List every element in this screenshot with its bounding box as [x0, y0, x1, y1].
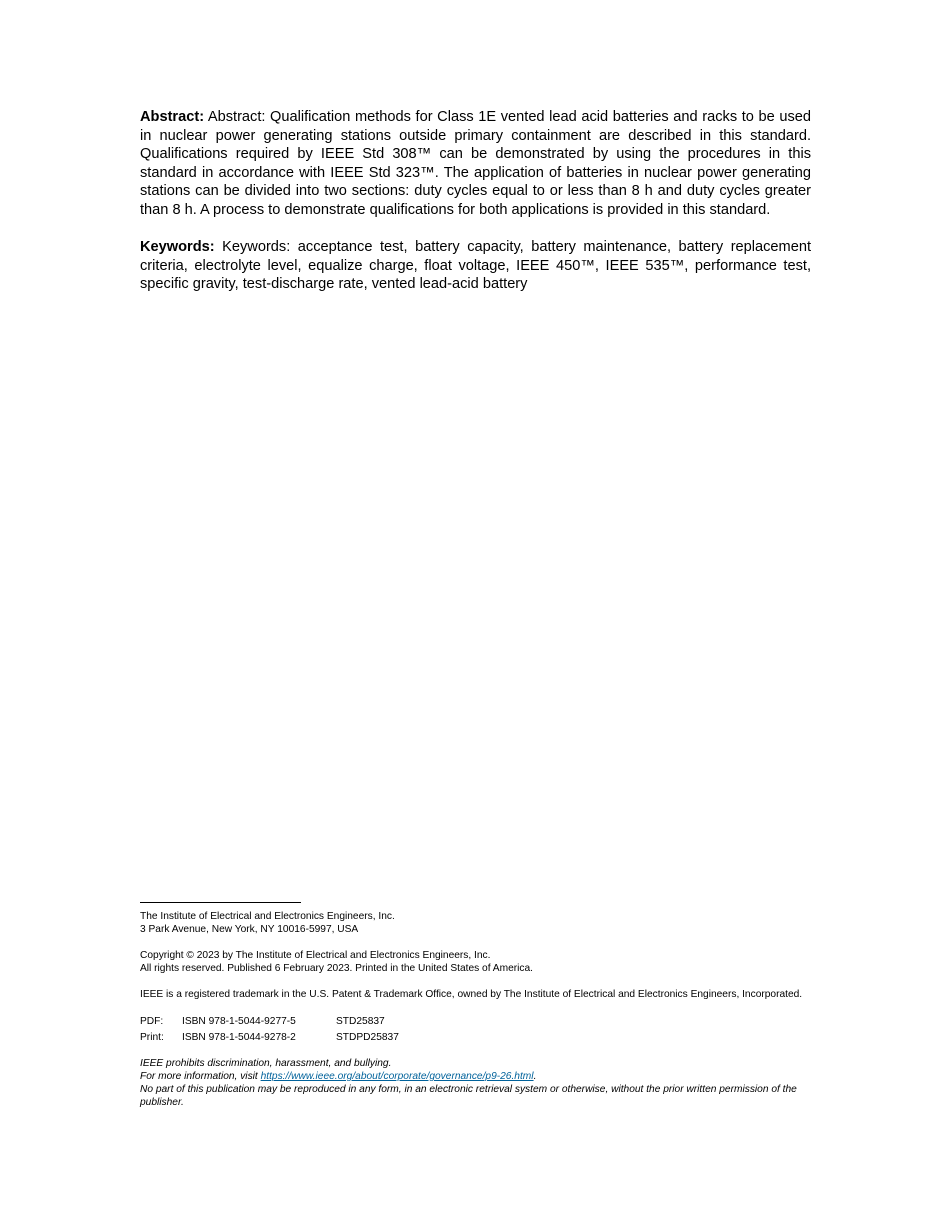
isbn-table [140, 1014, 812, 1046]
info-suffix: . [533, 1071, 537, 1082]
keywords-paragraph [140, 238, 811, 294]
reproduction-notice: No part of this publication may be reproduced in any form, in an electronic retrieval system or otherwise, without the prior written permission of the publisher. [140, 1084, 797, 1108]
keywords-label: Keywords: [140, 239, 215, 256]
info-line [140, 1070, 812, 1083]
main-content [140, 108, 811, 294]
trademark-line: IEEE is a registered trademark in the U.S. Patent & Trademark Office, owned by The Institute of Electrical and Electronics Engineers, Incorporated. [140, 989, 803, 1000]
std-number: STD25837 [336, 1016, 385, 1027]
isbn-format: PDF: [140, 1016, 164, 1027]
footer-divider [140, 902, 301, 903]
copyright-block [140, 949, 812, 975]
copyright-line: Copyright © 2023 by The Institute of Electrical and Electronics Engineers, Inc. [140, 950, 491, 961]
publisher-name: The Institute of Electrical and Electronics Engineers, Inc. [140, 911, 395, 922]
publisher-address: 3 Park Avenue, New York, NY 10016-5997, USA [140, 924, 359, 935]
copyright-footer [140, 902, 812, 1109]
std-number: STDPD25837 [336, 1032, 399, 1043]
info-prefix: For more information, visit [140, 1071, 261, 1082]
rights-line: All rights reserved. Published 6 February 2023. Printed in the United States of America. [140, 963, 533, 974]
keywords-text: Keywords: acceptance test, battery capacity, battery maintenance, battery replacement criteria, electrolyte level, equalize charge, float voltage, IEEE 450™, IEEE 535™, performance test, specific gravity, test-discharge rate, vented lead-acid battery [140, 239, 811, 293]
governance-link[interactable]: https://www.ieee.org/about/corporate/governance/p9-26.html [260, 1071, 534, 1082]
abstract-text: Abstract: Qualification methods for Class 1E vented lead acid batteries and racks to be used in nuclear power generating stations outside primary containment are described in this standard. Qualifications required by IEEE Std 308™ can be demonstrated by using the procedures in this standard in accordance with IEEE Std 323™. The application of batteries in nuclear power generating stations can be divided into two sections: duty cycles equal to or less than 8 h and duty cycles greater than 8 h. A process to demonstrate qualifications for both applications is provided in this standard. [140, 109, 811, 218]
publisher-block [140, 910, 812, 936]
policy-line: IEEE prohibits discrimination, harassment, and bullying. [140, 1058, 392, 1069]
isbn-number: ISBN 978-1-5044-9278-2 [182, 1032, 296, 1043]
isbn-row [140, 1030, 812, 1046]
isbn-row [140, 1014, 812, 1030]
isbn-number: ISBN 978-1-5044-9277-5 [182, 1016, 296, 1027]
trademark-block [140, 988, 812, 1001]
isbn-format: Print: [140, 1032, 164, 1043]
abstract-label: Abstract: [140, 109, 205, 125]
policy-block [140, 1057, 812, 1109]
abstract-paragraph [140, 108, 811, 220]
